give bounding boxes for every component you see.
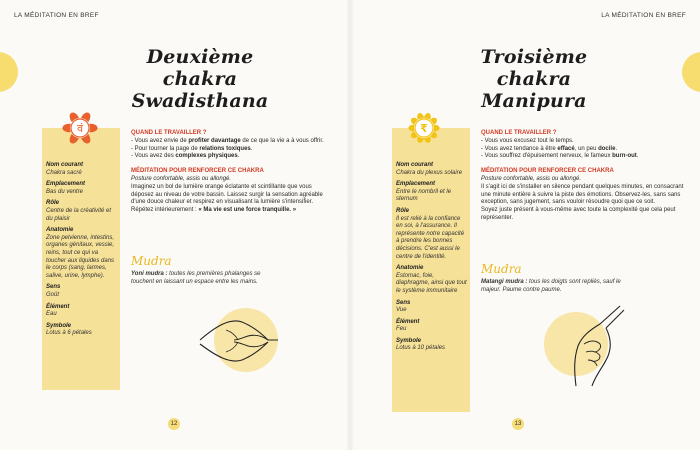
- when-item: - Vous avez envie de profiter davantage de ce que la vie a à vous offrir.: [131, 137, 324, 144]
- title-line-1: Troisième chakra: [480, 46, 588, 90]
- sidebar-label: Rôle: [396, 207, 410, 214]
- sidebar-label: Sens: [396, 299, 411, 306]
- matangi-mudra-hands-icon: [540, 300, 630, 390]
- running-head: LA MÉDITATION EN BREF: [14, 12, 99, 19]
- sidebar-label: Symbole: [46, 322, 72, 329]
- sidebar-value: Zone pelvienne, intestins, organes génitaux, vessie, reins, tout ce qui va toucher aux liquides dans le corps (sang, larmes, salive, urine, lymphe).: [46, 234, 115, 279]
- sidebar-value: Goût: [46, 291, 60, 298]
- sidebar-label: Emplacement: [396, 181, 436, 188]
- chakra-lotus-icon: [62, 110, 98, 146]
- sidebar-value: Feu: [396, 326, 407, 333]
- sidebar-label: Rôle: [46, 200, 60, 207]
- sidebar-value: Vue: [396, 307, 407, 314]
- meditation-heading: MÉDITATION POUR RENFORCER CE CHAKRA: [131, 168, 264, 175]
- chapter-title: [110, 46, 290, 112]
- sidebar-value: Chakra du plexus solaire: [396, 169, 463, 176]
- sidebar-content: [396, 158, 467, 353]
- mudra-description: Matangi mudra : tous les doigts sont repliés, sauf le majeur. Paume contre paume.: [481, 279, 621, 293]
- when-heading: QUAND LE TRAVAILLER ?: [131, 130, 207, 136]
- chakra-glyph: ₹: [420, 122, 428, 135]
- meditation-text: Il s'agit ici de s'installer en silence pendant quelques minutes, en consacrant une minute entière à suivre la piste des émotions. Observez-les, sans sans exception, sans jugement, sans vouloir résoudre quoi que ce soit.: [481, 183, 684, 206]
- sidebar-label: Élément: [46, 303, 70, 310]
- meditation-text: Imaginez un bol de lumière orange éclatante et scintillante que vous déposez au niveau de votre bassin. Laissez surgir la sensation agréable d'une douce chaleur et respirez en visualisant la lumière s'intensifier.: [131, 183, 323, 206]
- when-item: - Vous vous excusez tout le temps.: [481, 137, 574, 144]
- sidebar-value: Lotus à 6 pétales: [46, 330, 92, 337]
- when-item: - Vous avez tendance à être effacé, un peu docile.: [481, 145, 618, 152]
- meditation-text-2: Soyez juste présent à vous-même avec toute la complexité que cela peut représenter.: [481, 207, 676, 221]
- running-head: LA MÉDITATION EN BREF: [601, 12, 686, 19]
- sidebar-value: Bas du ventre: [46, 188, 84, 195]
- sidebar-value: Eau: [46, 311, 57, 318]
- when-item: - Vous souffrez d'épuisement nerveux, le fameux burn-out.: [481, 153, 639, 160]
- main-text: [131, 130, 331, 215]
- chakra-glyph: वं: [76, 122, 84, 135]
- when-item: - Vous avez des complexes physiques.: [131, 153, 240, 160]
- meditation-repeat: Répétez intérieurement : « Ma vie est une force tranquille. »: [131, 207, 297, 214]
- title-line-2: Manipura: [481, 90, 587, 112]
- meditation-posture: Posture confortable, assis ou allongé.: [481, 175, 582, 182]
- info-sidebar: [392, 128, 470, 412]
- chakra-lotus-icon: [406, 110, 442, 146]
- book-gutter: [346, 0, 354, 450]
- title-line-2: Swadisthana: [131, 90, 269, 112]
- sidebar-label: Anatomie: [46, 227, 74, 234]
- sidebar-value: Estomac, foie, diaphragme, ainsi que tout le système immunitaire: [396, 272, 467, 294]
- yoni-mudra-hands-icon: [196, 296, 286, 386]
- mudra-heading: Mudra: [481, 262, 522, 276]
- decorative-disc: [682, 52, 700, 92]
- right-page: [350, 0, 700, 450]
- page-number: 12: [168, 418, 180, 430]
- sidebar-label: Nom courant: [46, 162, 84, 168]
- mudra-background-disc: [544, 312, 608, 376]
- sidebar-value: Centre de la créativité et du plaisir: [46, 207, 112, 222]
- meditation-posture: Posture confortable, assis ou allongé.: [131, 175, 232, 182]
- decorative-disc: [0, 52, 18, 92]
- sidebar-content: [46, 158, 117, 338]
- mudra-heading: Mudra: [131, 254, 172, 268]
- info-sidebar: [42, 128, 120, 390]
- mudra-description: Yoni mudra : toutes les premières phalanges se touchent en laissant un espace entre les mains.: [131, 271, 261, 285]
- sidebar-label: Sens: [46, 284, 61, 291]
- when-heading: QUAND LE TRAVAILLER ?: [481, 130, 557, 136]
- sidebar-value: Lotus à 10 pétales: [396, 345, 446, 352]
- sidebar-label: Emplacement: [46, 181, 86, 188]
- sidebar-label: Élément: [396, 318, 420, 325]
- title-line-1: Deuxième chakra: [146, 46, 254, 90]
- sidebar-value: Chakra sacré: [46, 169, 82, 176]
- when-item: - Pour tourner la page de relations toxiques.: [131, 145, 253, 152]
- sidebar-value: Entre le nombril et le sternum: [396, 188, 452, 203]
- sidebar-label: Symbole: [396, 337, 422, 344]
- page-number: 13: [512, 418, 524, 430]
- chapter-title: [444, 46, 624, 112]
- meditation-heading: MÉDITATION POUR RENFORCER CE CHAKRA: [481, 168, 614, 175]
- sidebar-label: Anatomie: [396, 265, 424, 272]
- sidebar-label: Nom courant: [396, 162, 434, 168]
- sidebar-value: Il est relié à la confiance en soi, à l'assurance. Il représente notre capacité à prendre les bonnes décisions. C'est aussi le centre de l'identité.: [396, 215, 465, 260]
- main-text: [481, 130, 686, 223]
